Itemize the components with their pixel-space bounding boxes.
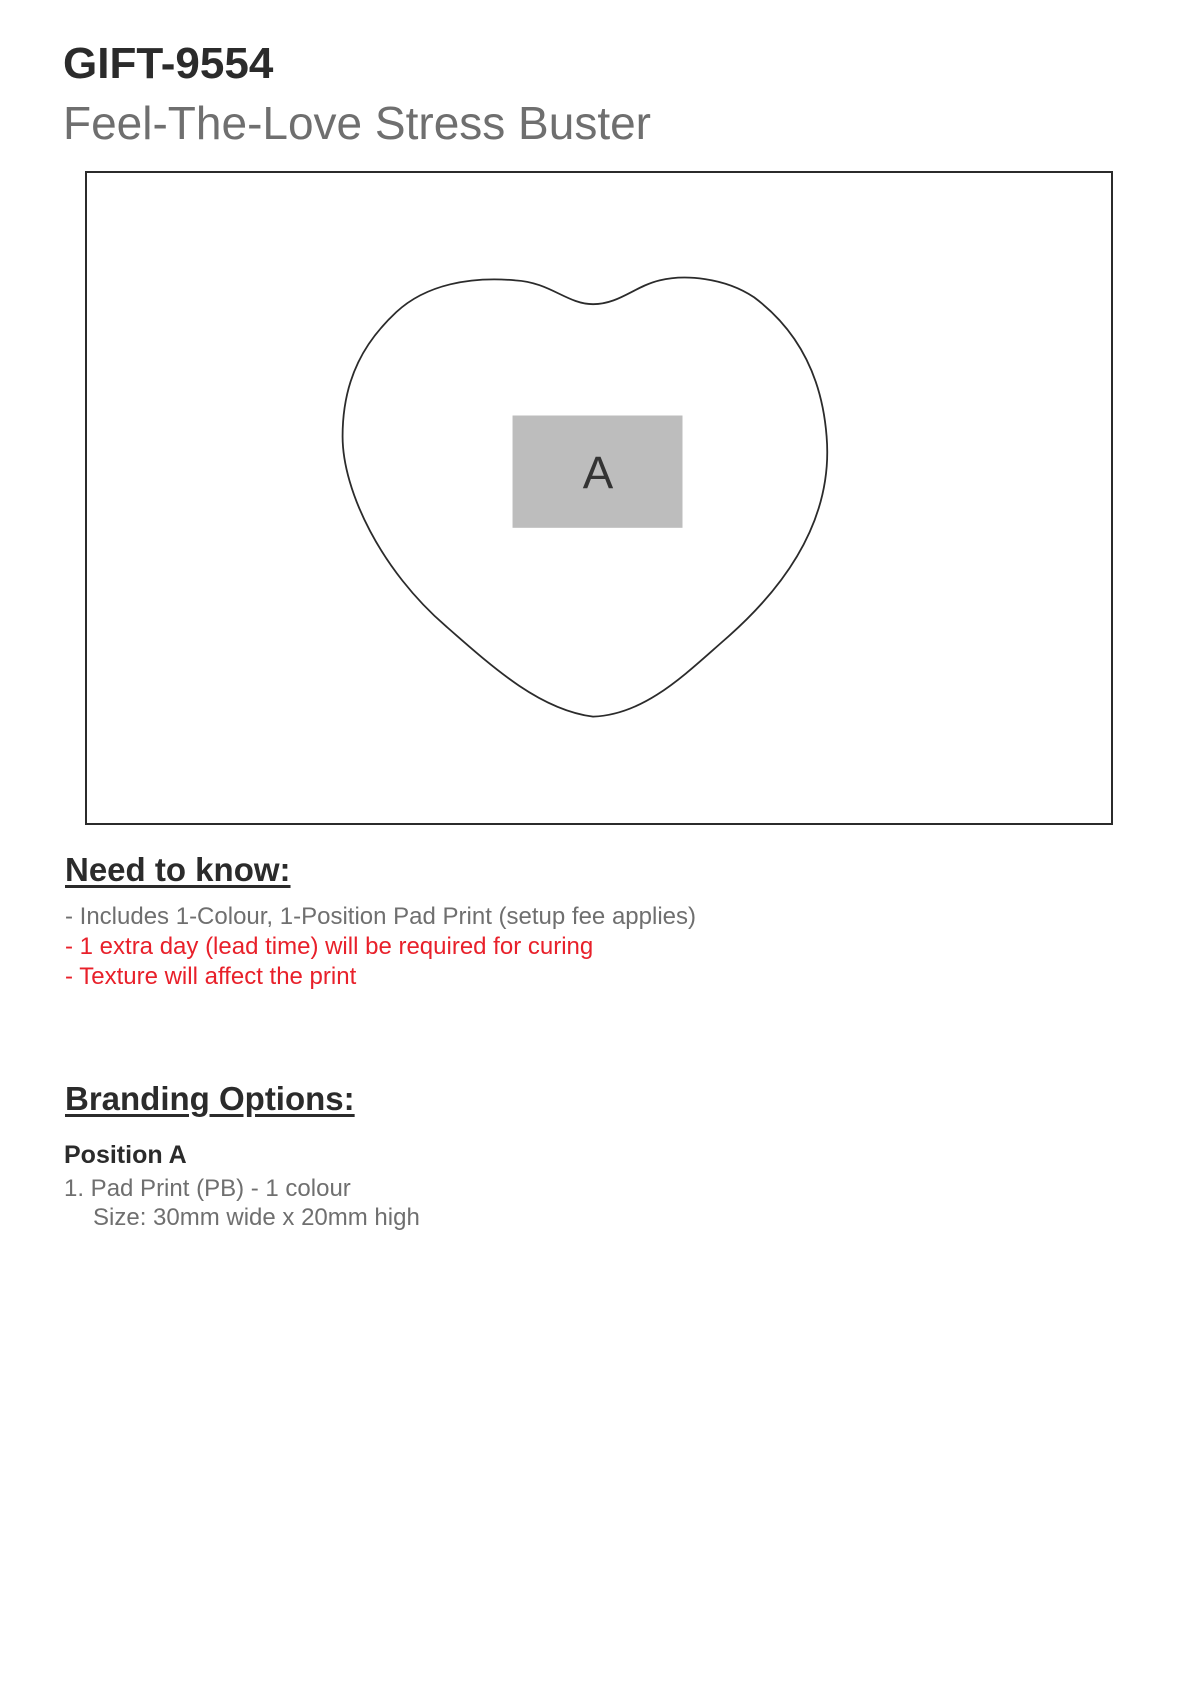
artwork-frame <box>85 171 1113 825</box>
branding-method: 1. Pad Print (PB) - 1 colour <box>64 1175 351 1202</box>
product-code: GIFT-9554 <box>63 39 274 88</box>
note-item: - 1 extra day (lead time) will be required for curing <box>65 933 594 960</box>
print-area-label: A <box>582 447 614 499</box>
note-item: - Texture will affect the print <box>65 963 357 990</box>
branding-options-heading: Branding Options: <box>65 1080 355 1117</box>
need-to-know-list <box>65 902 696 992</box>
note-item: - Includes 1-Colour, 1-Position Pad Print (setup fee applies) <box>65 903 696 930</box>
product-name: Feel-The-Love Stress Buster <box>63 97 652 149</box>
need-to-know-heading: Need to know: <box>65 851 291 888</box>
branding-size: Size: 30mm wide x 20mm high <box>93 1204 420 1231</box>
artwork-drawing <box>87 173 1111 823</box>
position-a-title: Position A <box>64 1141 187 1169</box>
